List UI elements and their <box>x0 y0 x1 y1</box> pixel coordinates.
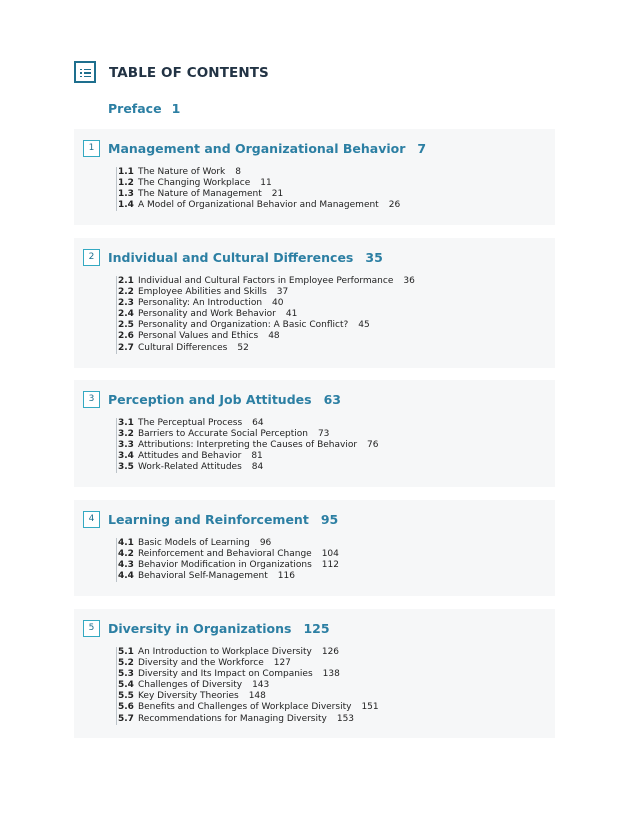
section-item[interactable] <box>118 276 415 287</box>
section-item[interactable] <box>118 320 415 331</box>
chapter-page: 125 <box>303 621 330 636</box>
section-item[interactable] <box>118 451 379 462</box>
section-item[interactable] <box>118 200 400 211</box>
section-title: Individual and Cultural Factors in Employee Performance <box>137 276 394 286</box>
section-number: 2.5 <box>118 320 134 331</box>
chapter-title-link[interactable] <box>108 250 383 265</box>
section-title: Key Diversity Theories <box>137 691 239 702</box>
section-number: 3.5 <box>118 462 134 473</box>
section-item[interactable] <box>118 538 339 549</box>
section-number: 5.1 <box>118 647 134 657</box>
section-title: Attitudes and Behavior <box>137 451 242 462</box>
chapter-title: Perception and Job Attitudes <box>108 392 312 407</box>
chapter-number-badge: 2 <box>83 249 100 266</box>
chapter-3 <box>74 380 555 487</box>
section-page: 84 <box>251 462 264 473</box>
section-page: 153 <box>336 713 355 724</box>
section-number: 2.3 <box>118 298 134 309</box>
section-page: 40 <box>272 298 284 309</box>
section-number: 3.4 <box>118 451 134 462</box>
section-page: 143 <box>252 680 270 691</box>
section-title: Challenges of Diversity <box>137 680 243 691</box>
section-number: 1.4 <box>118 200 134 211</box>
section-page: 45 <box>358 320 370 331</box>
section-number: 5.5 <box>118 691 134 702</box>
chapter-title: Diversity in Organizations <box>108 621 292 636</box>
section-number: 2.2 <box>118 287 134 298</box>
section-number: 2.7 <box>118 342 134 353</box>
section-page: 138 <box>322 669 340 680</box>
section-title: Diversity and the Workforce <box>137 658 264 669</box>
section-item[interactable] <box>118 647 379 658</box>
chapter-page: 63 <box>323 392 341 407</box>
chapter-4 <box>74 500 555 596</box>
section-page: 81 <box>251 451 263 462</box>
chapter-title-link[interactable] <box>108 512 338 527</box>
section-title: An Introduction to Workplace Diversity <box>137 647 312 657</box>
section-title: Reinforcement and Behavioral Change <box>137 549 312 560</box>
section-title: The Changing Workplace <box>137 178 251 189</box>
section-number: 3.3 <box>118 440 134 451</box>
chapter-5 <box>74 609 555 738</box>
section-number: 4.1 <box>118 538 134 548</box>
section-item[interactable] <box>118 549 339 560</box>
section-number: 1.3 <box>118 189 134 200</box>
chapter-title: Management and Organizational Behavior <box>108 141 406 156</box>
section-item[interactable] <box>118 167 400 178</box>
preface-page: 1 <box>171 101 181 116</box>
preface-link[interactable] <box>108 101 180 116</box>
section-number: 2.6 <box>118 331 134 342</box>
section-page: 37 <box>276 287 289 298</box>
section-list <box>116 538 339 582</box>
section-title: Recommendations for Managing Diversity <box>137 713 327 724</box>
section-item[interactable] <box>118 309 415 320</box>
section-title: Personality: An Introduction <box>137 298 263 309</box>
chapter-number-badge: 5 <box>83 620 100 637</box>
section-item[interactable] <box>118 429 379 440</box>
section-page: 151 <box>361 702 379 713</box>
section-page: 116 <box>277 571 295 582</box>
section-page: 48 <box>268 331 280 342</box>
chapter-title-link[interactable] <box>108 141 426 156</box>
section-title: The Nature of Work <box>137 167 226 177</box>
section-page: 73 <box>317 429 330 440</box>
section-number: 2.1 <box>118 276 134 286</box>
chapter-number-badge: 3 <box>83 391 100 408</box>
section-item[interactable] <box>118 560 339 571</box>
section-item[interactable] <box>118 658 379 669</box>
section-number: 5.6 <box>118 702 134 713</box>
section-item[interactable] <box>118 669 379 680</box>
section-number: 2.4 <box>118 309 134 320</box>
section-page: 104 <box>321 549 339 560</box>
section-number: 4.4 <box>118 571 134 582</box>
section-list <box>116 647 379 725</box>
section-number: 5.3 <box>118 669 134 680</box>
chapter-page: 7 <box>417 141 427 156</box>
section-item[interactable] <box>118 178 400 189</box>
section-list <box>116 167 400 211</box>
section-page: 26 <box>388 200 401 211</box>
section-number: 1.2 <box>118 178 134 189</box>
section-number: 5.4 <box>118 680 134 691</box>
section-page: 52 <box>237 342 249 353</box>
section-page: 112 <box>321 560 339 571</box>
chapter-1 <box>74 129 555 225</box>
section-page: 148 <box>248 691 266 702</box>
section-title: Attributions: Interpreting the Causes of Behavior <box>137 440 358 451</box>
section-title: Behavioral Self-Management <box>137 571 268 582</box>
section-item[interactable] <box>118 714 379 725</box>
chapter-2 <box>74 238 555 368</box>
section-list <box>116 276 415 354</box>
section-title: Benefits and Challenges of Workplace Diversity <box>137 702 352 713</box>
preface-label: Preface <box>108 101 162 116</box>
section-title: Cultural Differences <box>137 342 228 353</box>
section-item[interactable] <box>118 691 379 702</box>
chapter-title-link[interactable] <box>108 392 341 407</box>
chapter-page: 35 <box>365 250 383 265</box>
chapter-number-badge: 4 <box>83 511 100 528</box>
section-title: Diversity and Its Impact on Companies <box>137 669 313 680</box>
page-title: TABLE OF CONTENTS <box>109 65 269 81</box>
section-page: 8 <box>235 167 241 177</box>
section-title: Basic Models of Learning <box>137 538 250 548</box>
section-number: 3.1 <box>118 418 134 428</box>
chapter-title-link[interactable] <box>108 621 330 636</box>
section-title: The Perceptual Process <box>137 418 243 428</box>
section-title: Personality and Work Behavior <box>137 309 276 320</box>
section-item[interactable] <box>118 440 379 451</box>
section-title: Behavior Modification in Organizations <box>137 560 312 571</box>
section-number: 1.1 <box>118 167 134 177</box>
section-item[interactable] <box>118 331 415 342</box>
section-page: 127 <box>273 658 291 669</box>
section-item[interactable] <box>118 418 379 429</box>
section-page: 41 <box>285 309 298 320</box>
section-number: 5.7 <box>118 713 134 724</box>
chapter-title: Learning and Reinforcement <box>108 512 309 527</box>
section-list <box>116 418 379 473</box>
section-item[interactable] <box>118 343 415 354</box>
chapter-page: 95 <box>320 512 339 527</box>
section-page: 64 <box>252 418 264 428</box>
chapter-title: Individual and Cultural Differences <box>108 250 354 265</box>
section-number: 4.3 <box>118 560 134 571</box>
section-number: 4.2 <box>118 549 134 560</box>
section-item[interactable] <box>118 571 339 582</box>
section-page: 11 <box>260 178 272 189</box>
section-title: Employee Abilities and Skills <box>137 287 267 298</box>
section-title: Personal Values and Ethics <box>137 331 259 342</box>
section-title: Barriers to Accurate Social Perception <box>137 429 308 440</box>
section-number: 3.2 <box>118 429 134 440</box>
section-title: Personality and Organization: A Basic Conflict? <box>137 320 349 331</box>
section-item[interactable] <box>118 287 415 298</box>
section-item[interactable] <box>118 680 379 691</box>
section-title: A Model of Organizational Behavior and Management <box>137 200 379 211</box>
section-title: Work-Related Attitudes <box>137 462 242 473</box>
section-page: 96 <box>259 538 272 548</box>
section-item[interactable] <box>118 702 379 713</box>
section-item[interactable] <box>118 189 400 200</box>
section-item[interactable] <box>118 298 415 309</box>
section-page: 21 <box>271 189 284 200</box>
section-page: 36 <box>403 276 415 286</box>
section-item[interactable] <box>118 462 379 473</box>
section-page: 76 <box>367 440 379 451</box>
section-page: 126 <box>321 647 340 657</box>
list-icon <box>74 61 96 83</box>
chapter-number-badge: 1 <box>83 140 100 157</box>
section-title: The Nature of Management <box>137 189 262 200</box>
section-number: 5.2 <box>118 658 134 669</box>
